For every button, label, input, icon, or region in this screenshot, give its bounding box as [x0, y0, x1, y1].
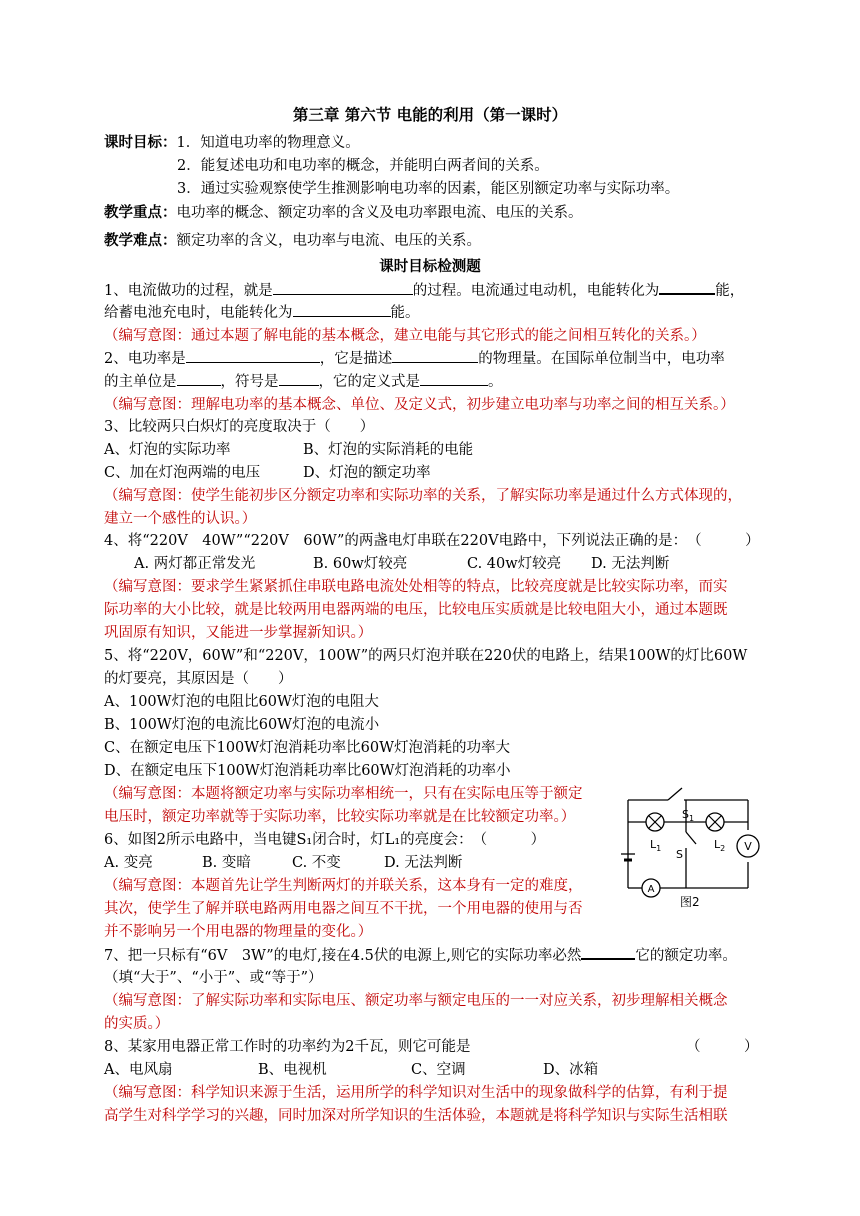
q4-option-b: B. 60w灯较亮	[313, 556, 408, 572]
q8-option-c: C、空调	[411, 1062, 466, 1078]
q5-option-d: D、在额定电压下100W灯泡消耗功率比60W灯泡消耗的功率小	[104, 763, 511, 779]
q1-intent: （编写意图：通过本题了解电能的基本概念，建立电能与其它形式的能之间相互转化的关系。）	[104, 328, 706, 344]
q8-option-b: B、电视机	[258, 1062, 327, 1078]
q6-intent: 并不影响另一个用电器的物理量的变化。）	[104, 924, 373, 940]
lamp-l2-icon	[706, 813, 724, 831]
q2-line-2	[104, 371, 503, 393]
q2-text: ，符号是	[220, 374, 279, 390]
q1-text: 的过程。电流通过电动机，电能转化为	[412, 283, 660, 299]
q3-option-b: B、灯泡的实际消耗的电能	[303, 442, 474, 458]
q2-text: 的主单位是	[104, 374, 177, 390]
voltmeter-label: V	[744, 840, 752, 853]
q2-text: 。	[488, 374, 503, 390]
goal-item: 2．能复述电功和电功率的概念，并能明白两者间的关系。	[177, 158, 549, 174]
q7-hint: （填“大于”、“小于”、或“等于”）	[104, 970, 323, 986]
q2-intent: （编写意图：理解电功率的基本概念、单位、及定义式，初步建立电功率与功率之间的相互关系。）	[104, 397, 735, 413]
goal-item: 3．通过实验观察使学生推测影响电功率的因素，能区别额定功率与实际功率。	[177, 181, 680, 197]
q2-text: 2、电功率是	[104, 351, 186, 367]
q4-stem: 4、将“220V 40W”“220V 60W”的两盏电灯串联在220V电路中，下列说法正确的是： （ ）	[104, 533, 760, 549]
q6-option-d: D. 无法判断	[384, 855, 463, 871]
q3-stem: 3、比较两只白炽灯的亮度取决于（ ）	[104, 419, 375, 435]
q4-option-d: D. 无法判断	[591, 556, 670, 572]
q3-intent: （编写意图：使学生能初步区分额定功率和实际功率的关系，了解实际功率是通过什么方式体现的，	[104, 488, 742, 504]
q5-option-c: C、在额定电压下100W灯泡消耗功率比60W灯泡消耗的功率大	[104, 740, 511, 756]
blank-field[interactable]	[392, 348, 478, 363]
key-points-text: 电功率的概念、额定功率的含义及电功率跟电流、电压的关系。	[176, 205, 583, 221]
q1-line-1	[104, 279, 744, 302]
q4-intent: 巩固原有知识，又能进一步掌握新知识。）	[104, 625, 373, 641]
difficulties-label: 教学难点：	[104, 232, 177, 249]
q8-option-d: D、冰箱	[543, 1062, 599, 1078]
blank-field[interactable]	[177, 371, 221, 386]
voltmeter-icon	[737, 835, 759, 857]
q1-text: 1、电流做功的过程，就是	[104, 283, 273, 299]
q8-stem: 8、某家用电器正常工作时的功率约为2千瓦，则它可能是	[104, 1039, 471, 1055]
key-points-label: 教学重点：	[104, 204, 177, 221]
q2-text: ，它是描述	[319, 351, 393, 367]
q5-option-b: B、100W灯泡的电流比60W灯泡的电流小	[104, 717, 380, 733]
q6-option-a: A. 变亮	[104, 855, 153, 871]
q3-intent: 建立一个感性的认识。）	[104, 511, 257, 527]
blank-field[interactable]	[293, 302, 391, 317]
l1-label: $L_1$	[650, 838, 662, 853]
q5-intent: （编写意图：本题将额定功率与实际功率相统一，只有在实际电压等于额定	[104, 786, 583, 802]
difficulties-text: 额定功率的含义，电功率与电流、电压的关系。	[176, 233, 481, 249]
q6-option-c: C. 不变	[292, 855, 341, 871]
q3-option-a: A、灯泡的实际功率	[104, 442, 231, 458]
section-title: 课时目标检测题	[379, 258, 481, 275]
q7-text: 7、把一只标有“6V 3W”的电灯,接在4.5伏的电源上,则它的实际功率必然	[104, 948, 582, 964]
q3-option-d: D、灯泡的额定功率	[303, 465, 431, 481]
q8-intent: （编写意图：科学知识来源于生活，运用所学的科学知识对生活中的现象做科学的估算，有利于提	[104, 1085, 728, 1101]
q2-text: 的物理量。在国际单位制当中，电功率	[478, 351, 725, 367]
q6-option-b: B. 变暗	[202, 855, 251, 871]
q6-intent: 其次，使学生了解并联电路两用电器之间互不干扰，一个用电器的使用与否	[104, 901, 583, 917]
q1-text: 能。	[390, 305, 420, 321]
q7-intent: 的实质。）	[104, 1016, 170, 1032]
q4-intent: （编写意图：要求学生紧紧抓住串联电路电流处处相等的特点，比较亮度就是比较实际功率，而实	[104, 579, 728, 595]
q6-intent: （编写意图：本题首先让学生判断两灯的并联关系，这本身有一定的难度，	[104, 878, 583, 894]
difficulties	[104, 230, 481, 252]
figure-caption: 图2	[680, 895, 700, 909]
q4-intent: 际功率的大小比较，就是比较两用电器两端的电压，比较电压实质就是比较电阻大小，通过本题既	[104, 602, 728, 618]
q2-text: ，它的定义式是	[318, 374, 420, 390]
q7-text: 它的额定功率。	[635, 948, 737, 964]
goals-label: 课时目标：	[104, 134, 177, 151]
goals-line-1	[104, 132, 360, 154]
page-title: 第三章 第六节 电能的利用（第一课时）	[292, 105, 568, 124]
goal-item: 1．知道电功率的物理意义。	[176, 135, 360, 151]
circuit-diagram	[620, 778, 770, 912]
q7-intent: （编写意图：了解实际功率和实际电压、额定功率与额定电压的一一对应关系，初步理解相关概念	[104, 993, 728, 1009]
l2-label: $L_2$	[714, 838, 726, 853]
blank-field[interactable]	[186, 348, 320, 363]
blank-field[interactable]	[420, 371, 488, 386]
q8-intent: 高学生对科学学习的兴趣，同时加深对所学知识的生活体验，本题就是将科学知识与实际生活相联	[104, 1108, 728, 1124]
ammeter-icon	[642, 879, 660, 897]
ammeter-label: A	[647, 884, 655, 895]
lamp-l1-icon	[646, 813, 664, 831]
s-label: S	[676, 848, 683, 861]
blank-field[interactable]	[581, 944, 635, 960]
q5-intent: 电压时，额定功率就等于实际功率，比较实际功率就是在比较额定功率。）	[104, 809, 576, 825]
q6-stem: 6、如图2所示电路中，当电键S₁闭合时，灯L₁的亮度会： （ ）	[104, 832, 546, 848]
blank-field[interactable]	[273, 280, 413, 295]
blank-field[interactable]	[279, 371, 319, 386]
s1-label: $S_1$	[682, 808, 695, 823]
q7-line-1	[104, 944, 737, 967]
q1-text: 能，	[715, 283, 745, 299]
q3-option-c: C、加在灯泡两端的电压	[104, 465, 261, 481]
q8-option-a: A、电风扇	[104, 1062, 173, 1078]
q4-option-c: C. 40w灯较亮	[467, 556, 562, 572]
q5-stem: 5、将“220V，60W”和“220V，100W”的两只灯泡并联在220伏的电路上，结果100W的灯比60W	[104, 648, 748, 664]
key-points	[104, 202, 583, 224]
blank-field[interactable]	[659, 279, 715, 295]
q2-line-1	[104, 348, 725, 370]
q5-stem: 的灯要亮，其原因是（ ）	[104, 671, 293, 687]
q5-option-a: A、100W灯泡的电阻比60W灯泡的电阻大	[104, 694, 379, 710]
q8-answer-paren: （ ）	[686, 1039, 759, 1055]
q1-line-2	[104, 302, 420, 324]
q1-text: 给蓄电池充电时，电能转化为	[104, 305, 293, 321]
q4-option-a: A. 两灯都正常发光	[134, 556, 256, 572]
